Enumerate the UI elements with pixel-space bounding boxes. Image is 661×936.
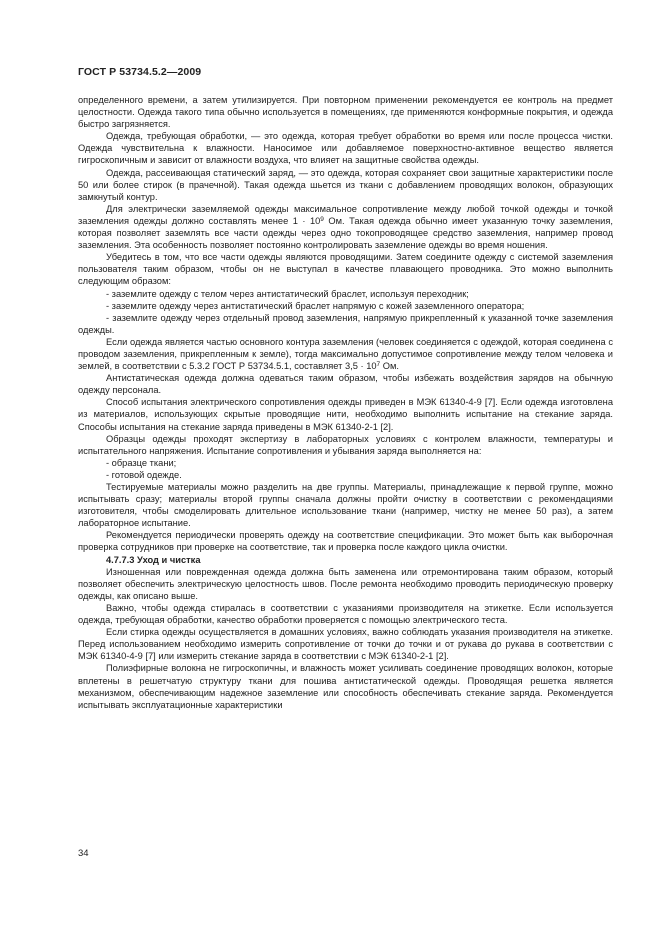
- paragraph: Рекомендуется периодически проверять одежду на соответствие спецификации. Это может быть как выборочная проверка сотрудников при проверке на соответствие, так и проверка после каждого цикла очистки.: [78, 530, 613, 553]
- list-item: - образце ткани;: [106, 457, 177, 468]
- page-number: 34: [78, 848, 89, 859]
- text-run: Для электрически заземляемой одежды максимальное сопротивление между любой точкой одежды и точкой заземления одежды должно составлять менее: [78, 203, 613, 226]
- paragraph: [78, 336, 613, 372]
- paragraph: Изношенная или поврежденная одежда должна быть заменена или отремонтирована таким образом, который позволяет обеспечить электрическую целостность швов. После ремонта необходимо проводить периодическую проверку одежды, как описано выше.: [78, 566, 613, 601]
- paragraph: Важно, чтобы одежда стиралась в соответствии с указаниями производителя на этикетке. Если используется одежда, требующая обработки, качество обработки проверяется с помощью электрического теста.: [78, 602, 613, 626]
- paragraph: Одежда, рассеивающая статический заряд, — это одежда, которая сохраняет свои защитные характеристики после 50 или более стирок (в прачечной). Такая одежда шьется из ткани с добавлением проводящих волокон, образующих замкнутый контур.: [78, 167, 613, 202]
- text-run: Ом. Такая одежда обычно имеет указанную точку заземления, которая позволяет заземлять все части одежды через одно токопроводящее средство заземления, например провод заземления. Эта особенность позволяет постоянно контролировать заземление одежды во время ношения.: [78, 215, 613, 251]
- body-text: [78, 94, 613, 711]
- paragraph: определенного времени, а затем утилизируется. При повторном применении рекомендуется ее контроль на предмет целостности. Одежда такого типа обычно используется в помещениях, где применяются конформные покрытия, и одежда быстро загрязняется.: [78, 95, 613, 130]
- text-run: Если одежда является частью основного контура заземления (человек соединяется с одеждой, которая соединена с проводом заземления, прикрепленным к земле), тогда максимально допустимое сопротивление между телом человека и землей, в соответствии с 5.3.2 ГОСТ Р 53734.5.1, составляет: [78, 336, 613, 372]
- list-item: - заземлите одежду через антистатический браслет напрямую с кожей заземленного оператора;: [106, 300, 525, 311]
- paragraph: Образцы одежды проходят экспертизу в лабораторных условиях с контролем влажности, температуры и испытательного напряжения. Испытание сопротивления и убывания заряда выполняется на:: [78, 433, 613, 456]
- list-item: - заземлите одежду через отдельный провод заземления, напрямую прикрепленный к указанной точке заземления одежды.: [78, 312, 613, 335]
- paragraph: Убедитесь в том, что все части одежды являются проводящими. Затем соедините одежду с системой заземления пользователя таким образом, чтобы он не выступал в качестве плавающего проводника. Это можно выполнить следующим образом:: [78, 252, 613, 287]
- paragraph: Способ испытания электрического сопротивления одежды приведен в МЭК 61340-4-9 [7]. Если одежда изготовлена из материалов, использующих скрытые проводящие нити, необходимо выполнить испытание на стекание заряда. Способы испытания на стекание заряда приведены в МЭК 61340-2-1 [2].: [78, 397, 613, 432]
- section-heading: 4.7.7.3 Уход и чистка: [106, 554, 201, 565]
- text-run: Ом.: [382, 361, 399, 372]
- list-item: - готовой одежде.: [106, 469, 182, 480]
- paragraph: Если стирка одежды осуществляется в домашних условиях, важно соблюдать указания производителя на этикетке. Перед использованием необходимо измерить сопротивление от точки до точки и от рукава до рукава в соответствии с МЭК 61340-4-9 [7] или измерить стекание заряда в соответствии с МЭК 61340-2-1 [2].: [78, 627, 613, 662]
- paragraph: Антистатическая одежда должна одеваться таким образом, чтобы избежать воздействия зарядов на обычную одежду персонала.: [78, 373, 613, 396]
- paragraph: Полиэфирные волокна не гигроскопичны, и влажность может усиливать соединение проводящих волокон, которые вплетены в решетчатую структуру ткани для пошива антистатической одежды. Проводящая решетка является механизмом, обеспечивающим надежное заземление или способность обеспечивать стекание заряда. Рекомендуется испытывать эксплуатационные характеристики: [78, 663, 613, 710]
- document-header: ГОСТ Р 53734.5.2—2009: [78, 66, 202, 78]
- paragraph: [78, 203, 613, 251]
- resistance-formula: $3,5 \cdot 10^7$: [345, 361, 381, 372]
- paragraph: Тестируемые материалы можно разделить на две группы. Материалы, принадлежащие к первой группе, можно испытывать сразу; материалы второй группы сначала должны пройти очистку в соответствии с рекомендациями изготовителя, чтобы смоделировать длительное использование ткани (например, чистку не менее 50 раз), а затем лабораторное испытание.: [78, 482, 613, 529]
- paragraph: Одежда, требующая обработки, — это одежда, которая требует обработки во время или после процесса чистки. Одежда чувствительна к влажности. Наносимое или добавляемое поверхностно-активное вещество является гигроскопичным и зависит от влажности воздуха, что влияет на защитные свойства одежды.: [78, 131, 613, 166]
- list-item: - заземлите одежду с телом через антистатический браслет, используя переходник;: [106, 288, 469, 299]
- resistance-formula: $1 \cdot 10^9$: [292, 215, 324, 226]
